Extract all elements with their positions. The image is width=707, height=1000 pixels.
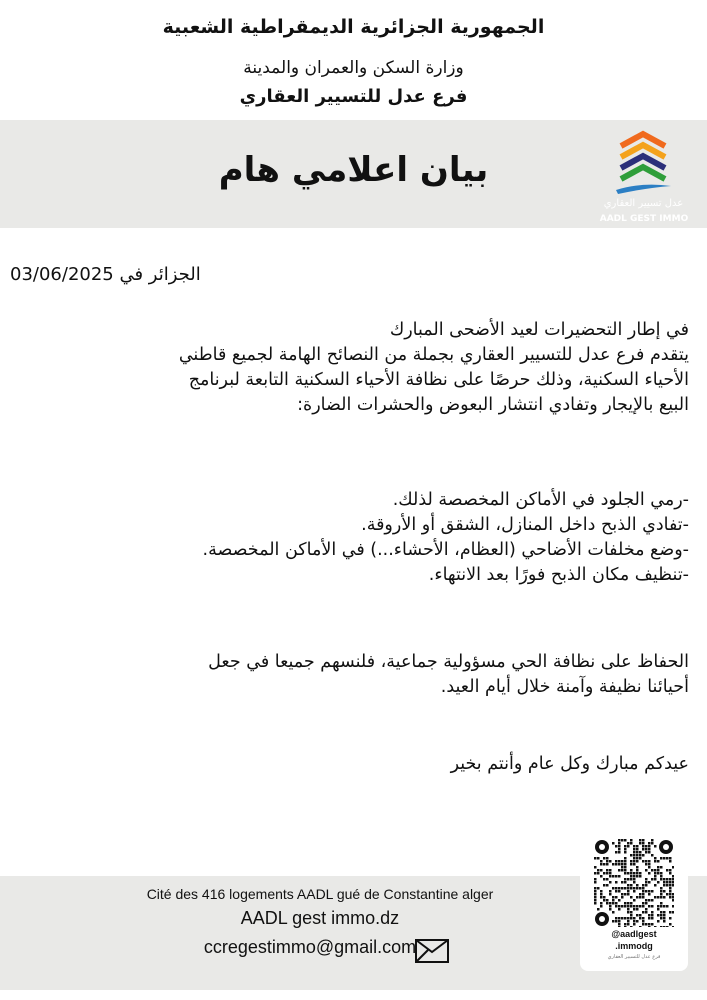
date-line: الجزائر في 03/06/2025 [10,264,201,285]
page-title: بيان اعلامي هام [218,150,489,190]
text-line: أحيائنا نظيفة وآمنة خلال أيام العيد. [440,677,689,697]
footer-website[interactable]: AADL gest immo.dz [240,908,400,928]
text-line: البيع بالإيجار وتفادي انتشار البعوض والحشرات الضارة: [297,395,689,415]
text-line: يتقدم فرع عدل للتسيير العقاري بجملة من النصائح الهامة لجميع قاطني [178,345,689,365]
logo-english-text: AADL GEST IMMO [599,214,689,224]
closing-greeting: عيدكم مبارك وكل عام وأنتم بخير [450,754,689,774]
list-item: -تنظيف مكان الذبح فورًا بعد الانتهاء. [428,565,689,585]
text-line: الأحياء السكنية، وذلك حرصًا على نظافة الأحياء السكنية التابعة لبرنامج [188,370,689,390]
advice-list [9,488,689,588]
qr-code-icon [594,839,674,927]
list-item: -وضع مخلفات الأضاحي (العظام، الأحشاء...) في الأماكن المخصصة. [202,540,689,560]
intro-paragraph [9,318,689,418]
branch-heading: فرع عدل للتسيير العقاري [239,86,468,107]
list-item: -تفادي الذبح داخل المنازل، الشقق أو الأروقة. [361,515,689,535]
ministry-heading: وزارة السكن والعمران والمدينة [243,58,464,78]
text-line: في إطار التحضيرات لعيد الأضحى المبارك [389,320,689,340]
responsibility-paragraph [9,650,689,700]
mail-icon [415,939,449,963]
qr-handle: @aadlgest [611,929,657,939]
logo-arabic-text: عدل تسيير العقاري [603,198,684,209]
qr-caption: فرع عدل للتسيير العقاري [607,954,661,960]
footer-email[interactable]: ccregestimmo@gmail.com [203,937,417,957]
qr-handle-suffix: .immodg [615,941,653,951]
republic-heading: الجمهورية الجزائرية الديمقراطية الشعبية [162,16,545,38]
aadl-logo-icon [596,126,691,226]
footer-address: Cité des 416 logements AADL gué de Constantine alger [146,886,494,902]
list-item: -رمي الجلود في الأماكن المخصصة لذلك. [392,490,689,510]
qr-card[interactable] [580,833,688,971]
text-line: الحفاظ على نظافة الحي مسؤولية جماعية، فلنسهم جميعا في جعل [208,652,689,672]
